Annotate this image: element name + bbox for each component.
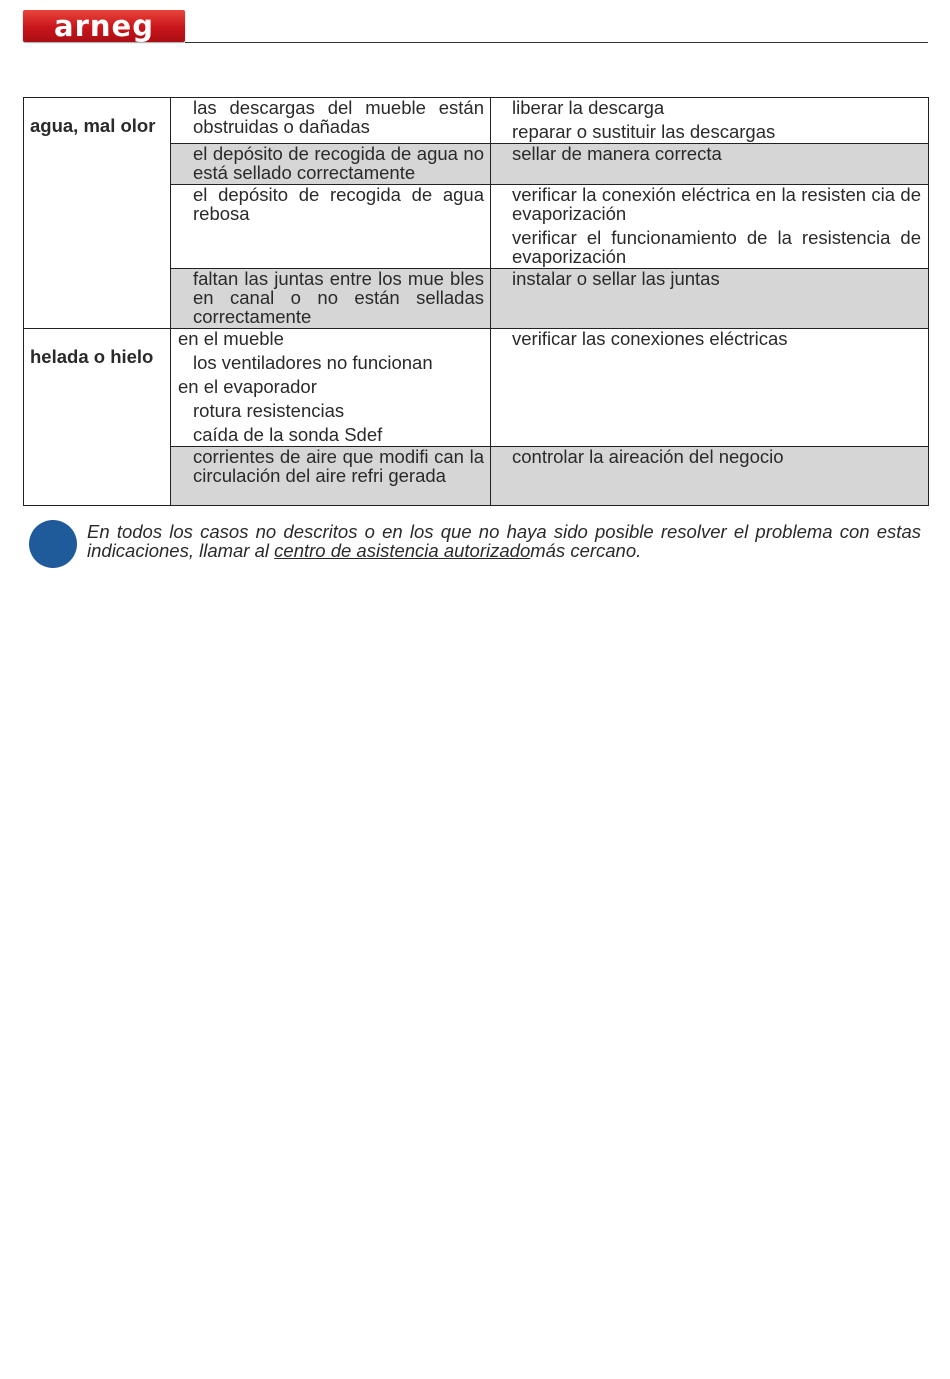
table-row	[24, 98, 929, 144]
remedy-cell: controlar la aireación del negocio	[491, 447, 929, 506]
category-cell: agua, mal olor	[24, 98, 171, 329]
info-icon	[29, 520, 77, 568]
category-cell: helada o hielo	[24, 329, 171, 506]
assistance-center-link: centro de asistencia autorizado	[274, 540, 531, 561]
cause-cell: corrientes de aire que modifi can la circulación del aire refri gerada	[171, 447, 491, 506]
remedy-cell: instalar o sellar las juntas	[491, 269, 929, 329]
remedy-cell: liberar la descarga reparar o sustituir las descargas	[491, 98, 929, 144]
remedy-cell: verificar las conexiones eléctricas	[491, 329, 929, 447]
arneg-logo: arneg	[23, 10, 185, 42]
header-rule	[185, 42, 928, 43]
remedy-cell: sellar de manera correcta	[491, 144, 929, 185]
troubleshooting-table	[23, 97, 929, 506]
remedy-cell: verificar la conexión eléctrica en la resisten cia de evaporización verificar el funcionamiento de la resistencia de evaporización	[491, 185, 929, 269]
note-text: En todos los casos no descritos o en los que no haya sido posible resolver el problema con estas indicaciones, llamar al centro de asistencia autorizadomás cercano.	[87, 521, 921, 561]
cause-cell: faltan las juntas entre los mue bles en canal o no están selladas correctamente	[171, 269, 491, 329]
cause-cell: el depósito de recogida de agua no está sellado correctamente	[171, 144, 491, 185]
table-row	[24, 329, 929, 447]
cause-cell: el depósito de recogida de agua rebosa	[171, 185, 491, 269]
cause-cell: en el mueble los ventiladores no funcionan en el evaporador rotura resistencias caída de la sonda Sdef	[171, 329, 491, 447]
cause-cell: las descargas del mueble están obstruidas o dañadas	[171, 98, 491, 144]
